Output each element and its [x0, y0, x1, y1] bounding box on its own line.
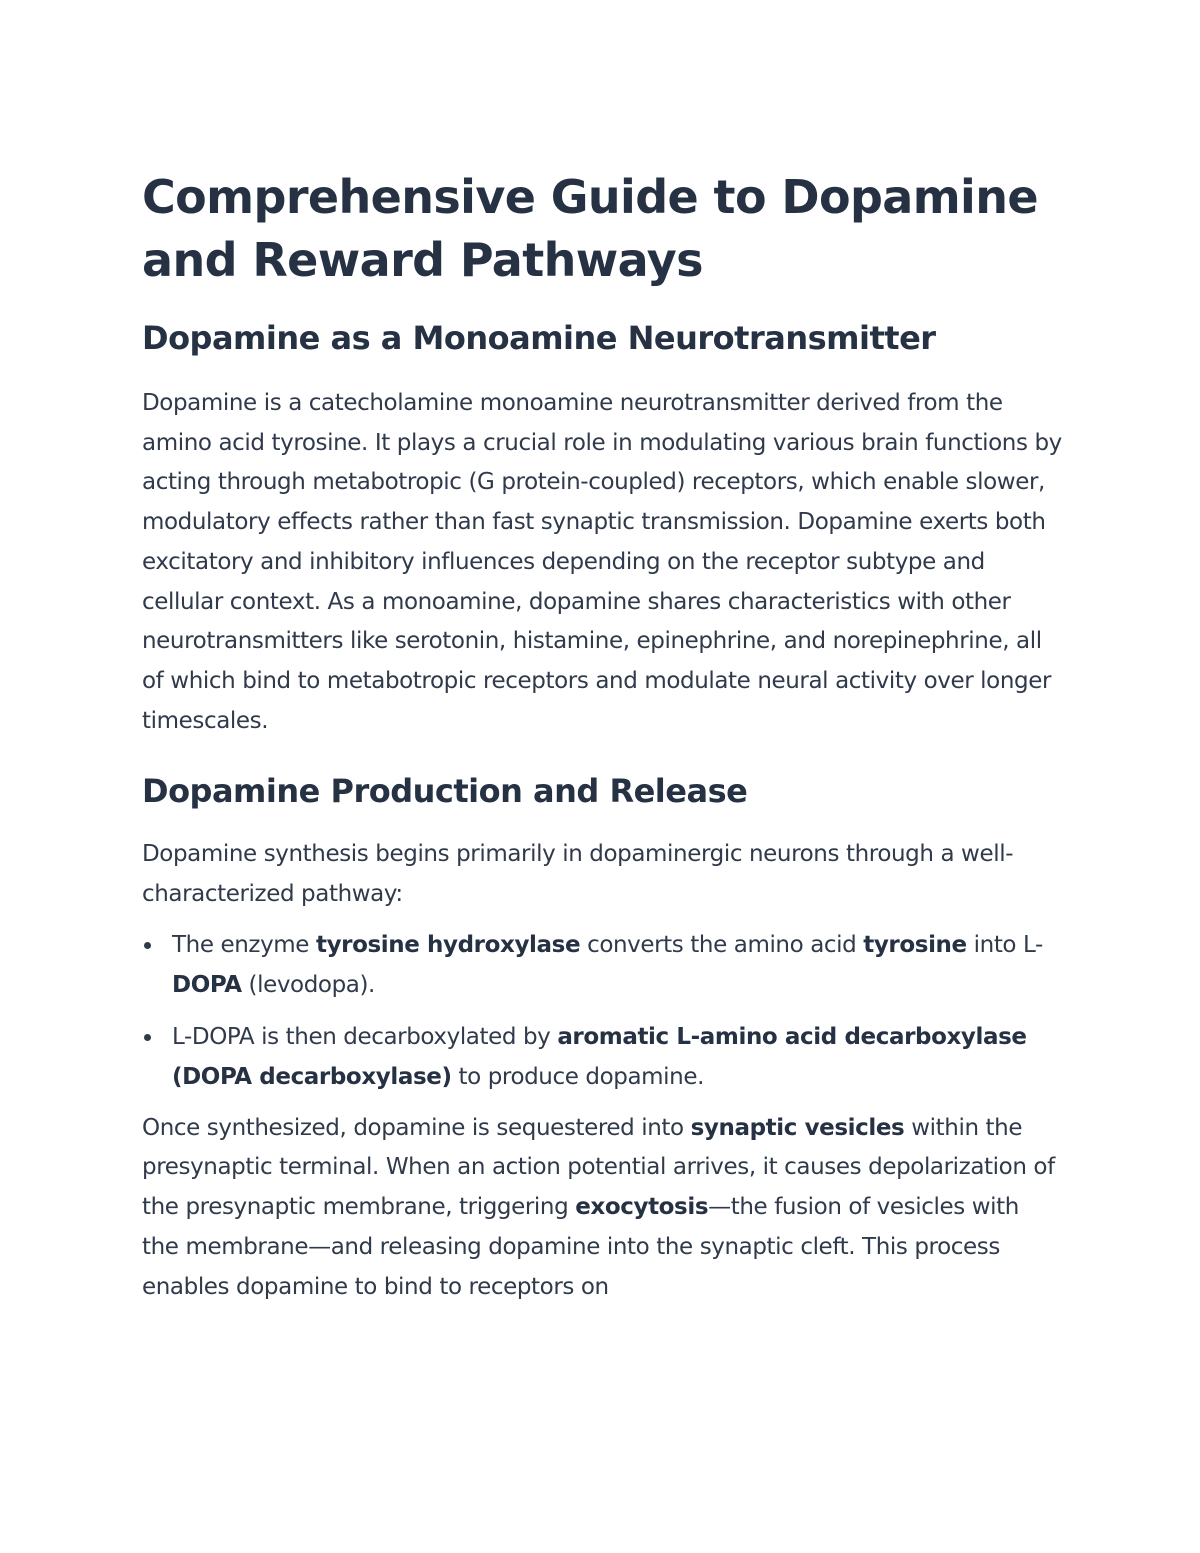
text-run: L-DOPA is then decarboxylated by: [172, 1023, 558, 1050]
document-title: Comprehensive Guide to Dopamine and Reward Pathways: [142, 170, 1038, 287]
text-run: to produce dopamine.: [451, 1063, 704, 1090]
section-paragraph-release: [142, 1109, 1062, 1308]
text-run: —the fusion of vesicles with the membrane—and releasing dopamine into the synaptic cleft. This process enables dopamine to bind to receptors on: [142, 1194, 1019, 1300]
bold-term: exocytosis: [575, 1194, 709, 1221]
bold-term: synaptic vesicles: [690, 1114, 905, 1141]
text-run: The enzyme: [172, 931, 316, 958]
list-item: [142, 925, 1062, 1005]
section-heading-production: Dopamine Production and Release: [142, 772, 748, 811]
text-run: within the presynaptic terminal. When an action potential arrives, it causes depolarization of the presynaptic membrane, triggering: [142, 1114, 1055, 1221]
text-run: into L-: [966, 931, 1043, 958]
section-intro-production: Dopamine synthesis begins primarily in dopaminergic neurons through a well-characterized pathway:: [142, 841, 1014, 908]
text-run: converts the amino acid: [580, 931, 864, 958]
bold-term: tyrosine: [863, 931, 967, 958]
bold-term: DOPA: [172, 971, 242, 998]
text-run: Once synthesized, dopamine is sequestered into: [142, 1114, 691, 1141]
bold-term: aromatic L-amino acid decarboxylase (DOPA decarboxylase): [172, 1023, 1027, 1090]
synthesis-steps-list: [142, 925, 1062, 1097]
bullet-icon: [144, 942, 151, 949]
bullet-icon: [144, 1034, 151, 1041]
section-paragraph-monoamine: Dopamine is a catecholamine monoamine neurotransmitter derived from the amino acid tyrosine. It plays a crucial role in modulating various brain functions by acting through metabotropic (G protein-coupled) receptors, which enable slower, modulatory effects rather than fast synaptic transmission. Dopamine exerts both excitatory and inhibitory influences depending on the receptor subtype and cellular context. As a monoamine, dopamine shares characteristics with other neurotransmitters like serotonin, histamine, epinephrine, and norepinephrine, all of which bind to metabotropic receptors and modulate neural activity over longer timescales.: [142, 390, 1062, 734]
section-heading-monoamine: Dopamine as a Monoamine Neurotransmitter: [142, 319, 936, 357]
document-page: [142, 166, 1062, 1307]
list-item: [142, 1017, 1062, 1097]
text-run: (levodopa).: [241, 971, 375, 998]
bold-term: tyrosine hydroxylase: [315, 931, 581, 958]
